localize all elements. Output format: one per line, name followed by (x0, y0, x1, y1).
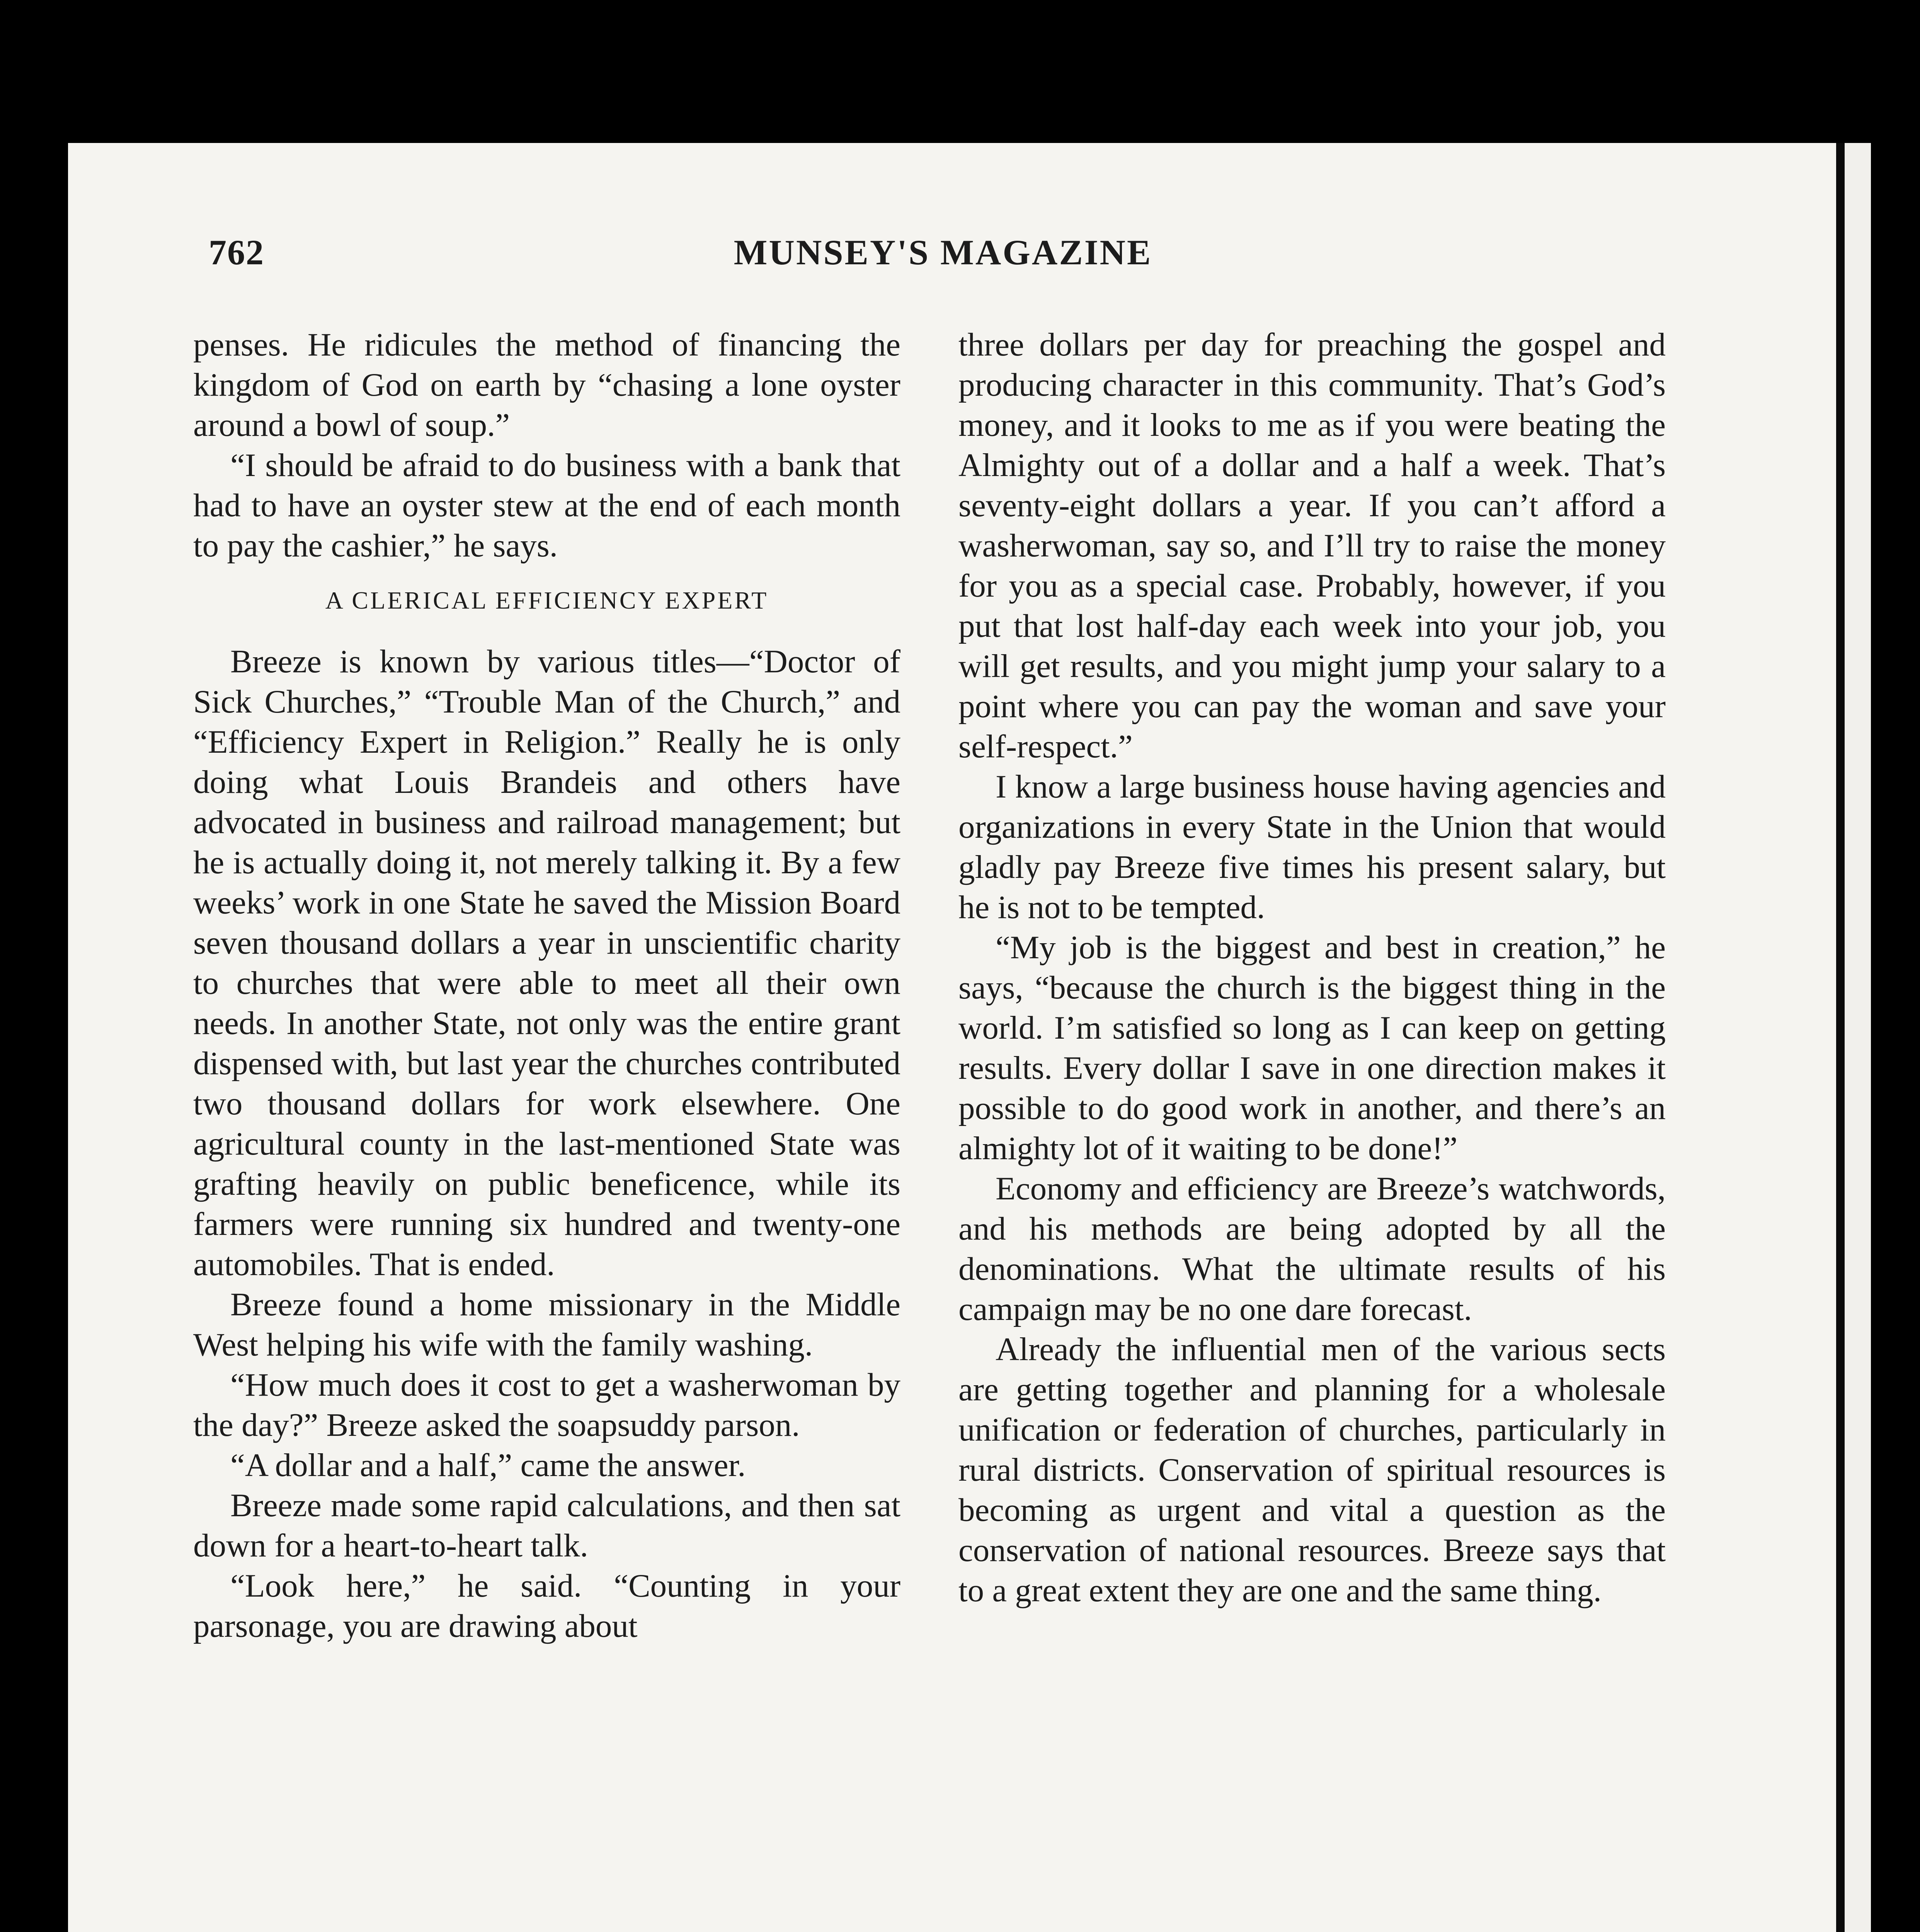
paragraph: I know a large business house having agencies and organizations in every State in the Union that would gladly pay Breeze five times his present salary, but he is not to be tempted. (958, 769, 1666, 925)
facing-page-edge (1836, 143, 1871, 1932)
running-head (209, 232, 1677, 286)
paragraph: “I should be afraid to do business with a bank that had to have an oyster stew at the end of each month to pay the cashier,” he says. (193, 447, 900, 564)
paragraph: “A dollar and a half,” came the answer. (230, 1447, 746, 1483)
magazine-title: MUNSEY'S MAGAZINE (734, 233, 1152, 272)
paragraph: Breeze made some rapid calculations, and then sat down for a heart-to-heart talk. (193, 1487, 900, 1564)
paragraph: Economy and efficiency are Breeze’s watchwords, and his methods are being adopted by all the denominations. What the ultimate results of his campaign may be no one dare forecast. (958, 1170, 1666, 1327)
paragraph: “How much does it cost to get a washerwoman by the day?” Breeze asked the soapsuddy parson. (193, 1367, 900, 1443)
paragraph: “Look here,” he said. “Counting in your parsonage, you are drawing about (193, 1568, 900, 1644)
right-column (958, 325, 1666, 1611)
paragraph: Breeze found a home missionary in the Middle West helping his wife with the family washing. (193, 1286, 900, 1363)
paragraph: penses. He ridicules the method of financing the kingdom of God on earth by “chasing a lone oyster around a bowl of soup.” (193, 327, 900, 443)
paragraph: “My job is the biggest and best in creation,” he says, “because the church is the biggest thing in the world. I’m satisfied so long as I can keep on getting results. Every dollar I save in one direction makes it possible to do good work in another, and there’s an almighty lot of it waiting to be done!” (958, 929, 1666, 1167)
section-subhead: A CLERICAL EFFICIENCY EXPERT (325, 587, 769, 614)
paragraph: Breeze is known by various titles—“Doctor of Sick Churches,” “Trouble Man of the Church,” and “Efficiency Expert in Religion.” Really he is only doing what Louis Brandeis and others have advocated in business and railroad management; but he is actually doing it, not merely talking it. By a few weeks’ work in one State he saved the Mission Board seven thousand dollars a year in unscientific charity to churches that were able to meet all their own needs. In another State, not only was the entire grant dispensed with, but last year the churches contributed two thousand dollars for work elsewhere. One agricultural county in the last-mentioned State was grafting heavily on public beneficence, while its farmers were running six hundred and twenty-one automobiles. That is ended. (193, 643, 900, 1282)
paragraph: Already the influential men of the various sects are getting together and planning for a wholesale unification or federation of churches, particularly in rural districts. Conservation of spiritual resources is becoming as urgent and vital a question as the conservation of national resources. Breeze says that to a great extent they are one and the same thing. (958, 1331, 1666, 1609)
paragraph: three dollars per day for preaching the gospel and producing character in this community. That’s God’s money, and it looks to me as if you were beating the Almighty out of a dollar and a half a week. That’s seventy-eight dollars a year. If you can’t afford a washerwoman, say so, and I’ll try to raise the money for you as a special case. Probably, however, if you put that lost half-day each week into your job, you will get results, and you might jump your salary to a point where you can pay the woman and save your self-respect.” (958, 327, 1666, 765)
page-number: 762 (209, 233, 264, 272)
left-column (193, 325, 900, 1646)
